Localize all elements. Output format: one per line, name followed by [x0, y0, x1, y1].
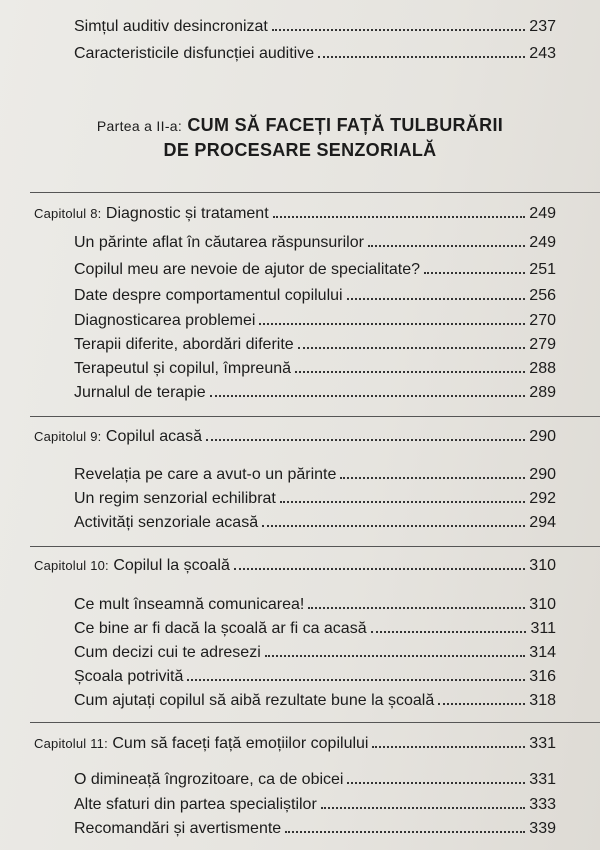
chapter-title: Cum să faceți față emoțiilor copilului — [112, 735, 369, 752]
entry-page: 294 — [529, 514, 556, 531]
chapter-heading — [34, 428, 556, 446]
dot-leader — [321, 807, 526, 809]
toc-entry — [74, 668, 556, 686]
dot-leader — [424, 272, 525, 274]
dot-leader — [318, 56, 525, 58]
toc-entry — [74, 771, 556, 789]
toc-entry — [74, 596, 556, 614]
chapter-label: Capitolul 9: — [34, 429, 102, 444]
toc-entry — [74, 360, 556, 378]
entry-page: 289 — [529, 384, 556, 401]
chapter-label: Capitolul 8: — [34, 206, 102, 221]
divider — [30, 722, 600, 723]
entry-title: Școala potrivită — [74, 668, 184, 685]
toc-entry — [74, 18, 556, 36]
dot-leader — [187, 679, 525, 681]
chapter-label: Capitolul 11: — [34, 736, 108, 751]
entry-title: Un regim senzorial echilibrat — [74, 490, 276, 507]
toc-entry — [74, 234, 556, 252]
entry-title: Diagnosticarea problemei — [74, 312, 256, 329]
entry-title: Cum decizi cui te adresezi — [74, 644, 261, 661]
dot-leader — [206, 439, 525, 441]
chapter-title: Copilul acasă — [105, 428, 202, 445]
dot-leader — [438, 703, 525, 705]
dot-leader — [272, 29, 525, 31]
part-heading-line2 — [0, 139, 600, 161]
dot-leader — [340, 477, 525, 479]
toc-entry — [74, 620, 556, 638]
chapter-heading — [34, 735, 556, 753]
divider — [30, 192, 600, 193]
entry-page: 314 — [529, 644, 556, 661]
dot-leader — [285, 831, 525, 833]
dot-leader — [234, 568, 525, 570]
entry-page: 243 — [529, 45, 556, 62]
chapter-page: 290 — [529, 428, 556, 445]
chapter-heading — [34, 205, 556, 223]
entry-page: 256 — [529, 287, 556, 304]
toc-entry — [74, 384, 556, 402]
toc-entry — [74, 644, 556, 662]
dot-leader — [298, 347, 526, 349]
entry-title: Terapeutul și copilul, împreună — [74, 360, 292, 377]
dot-leader — [259, 323, 525, 325]
entry-page: 339 — [529, 820, 556, 837]
entry-page: 292 — [529, 490, 556, 507]
part-prefix: Partea a II-a: — [96, 118, 183, 134]
toc-entry — [74, 490, 556, 508]
entry-page: 279 — [529, 336, 556, 353]
entry-title: Terapii diferite, abordări diferite — [74, 336, 294, 353]
part-title-line1: CUM SĂ FACEȚI FAȚĂ TULBURĂRII — [187, 115, 504, 135]
entry-title: Caracteristicile disfuncției auditive — [74, 45, 315, 62]
entry-title: O dimineață îngrozitoare, ca de obicei — [74, 771, 344, 788]
entry-page: 310 — [529, 596, 556, 613]
dot-leader — [368, 245, 525, 247]
entry-title: Ce bine ar fi dacă la școală ar fi ca acasă — [74, 620, 367, 637]
entry-title: Recomandări și avertismente — [74, 820, 282, 837]
chapter-heading — [34, 557, 556, 575]
entry-title: Activități senzoriale acasă — [74, 514, 259, 531]
toc-entry — [74, 466, 556, 484]
entry-title: Ce mult înseamnă comunicarea! — [74, 596, 305, 613]
dot-leader — [210, 395, 526, 397]
entry-title: Jurnalul de terapie — [74, 384, 206, 401]
entry-title: Copilul meu are nevoie de ajutor de specialitate? — [74, 261, 420, 278]
chapter-title: Copilul la școală — [113, 557, 230, 574]
toc-entry — [74, 45, 556, 63]
entry-page: 311 — [530, 620, 556, 637]
dot-leader — [371, 631, 527, 633]
entry-page: 318 — [529, 692, 556, 709]
chapter-label: Capitolul 10: — [34, 558, 109, 573]
chapter-title: Diagnostic și tratament — [105, 205, 269, 222]
entry-page: 290 — [529, 466, 556, 483]
toc-entry — [74, 796, 556, 814]
dot-leader — [295, 371, 525, 373]
chapter-page: 310 — [529, 557, 556, 574]
dot-leader — [347, 298, 526, 300]
toc-entry — [74, 336, 556, 354]
dot-leader — [265, 655, 526, 657]
entry-page: 270 — [529, 312, 556, 329]
entry-title: Alte sfaturi din partea specialiștilor — [74, 796, 317, 813]
part-title-line2: DE PROCESARE SENZORIALĂ — [163, 140, 437, 160]
dot-leader — [280, 501, 525, 503]
entry-page: 331 — [529, 771, 556, 788]
dot-leader — [308, 607, 525, 609]
entry-page: 249 — [529, 234, 556, 251]
entry-page: 288 — [529, 360, 556, 377]
entry-page: 251 — [529, 261, 556, 278]
dot-leader — [273, 216, 526, 218]
entry-title: Revelația pe care a avut-o un părinte — [74, 466, 337, 483]
dot-leader — [262, 525, 525, 527]
toc-entry — [74, 820, 556, 838]
entry-title: Un părinte aflat în căutarea răspunsurilor — [74, 234, 364, 251]
toc-entry — [74, 312, 556, 330]
part-heading — [0, 114, 600, 137]
entry-page: 333 — [529, 796, 556, 813]
toc-entry — [74, 514, 556, 532]
chapter-page: 249 — [529, 205, 556, 222]
chapter-page: 331 — [529, 735, 556, 752]
entry-title: Date despre comportamentul copilului — [74, 287, 343, 304]
dot-leader — [372, 746, 525, 748]
entry-title: Simțul auditiv desincronizat — [74, 18, 268, 35]
divider — [30, 416, 600, 417]
dot-leader — [347, 782, 525, 784]
entry-page: 237 — [529, 18, 556, 35]
entry-title: Cum ajutați copilul să aibă rezultate bune la școală — [74, 692, 435, 709]
toc-entry — [74, 261, 556, 279]
divider — [30, 546, 600, 547]
toc-entry — [74, 287, 556, 305]
entry-page: 316 — [529, 668, 556, 685]
toc-entry — [74, 692, 556, 710]
